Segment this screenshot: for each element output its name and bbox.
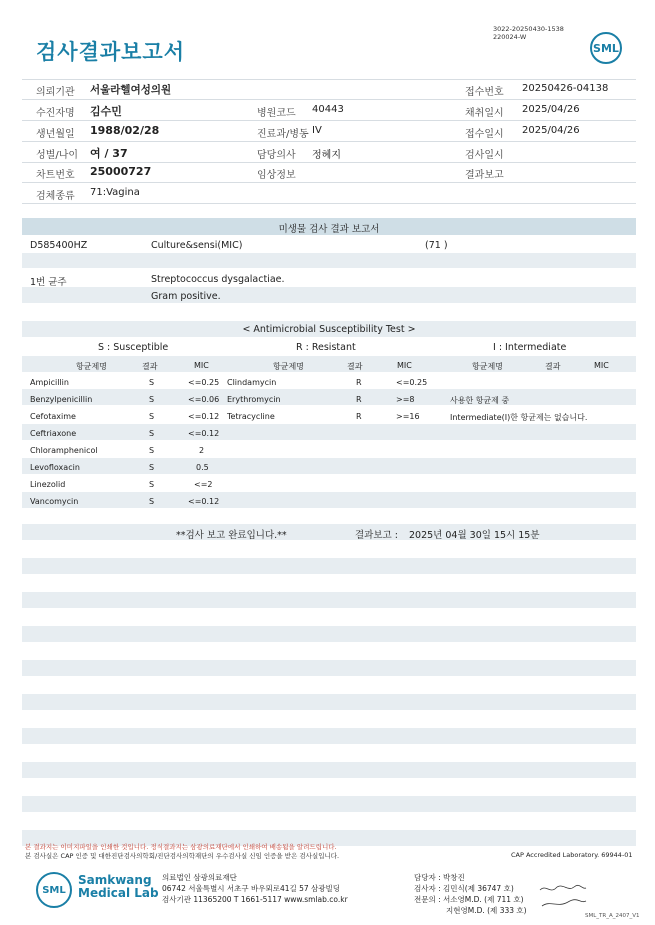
drug-name: Clindamycin — [227, 378, 277, 387]
col-result-header: 결과 — [347, 362, 363, 371]
patient-value: 김수민 — [90, 105, 122, 118]
divider — [22, 99, 636, 100]
drug-name: Benzylpenicillin — [30, 395, 93, 404]
organism-label: 1번 균주 — [30, 277, 67, 288]
staff-label: 검사자 : — [414, 884, 441, 893]
staff-value: 김민식(제 36747 호) — [443, 884, 514, 893]
clinical-label: 임상정보 — [257, 170, 296, 181]
drug-mic: <=0.25 — [188, 378, 220, 387]
drug-name: Levofloxacin — [30, 463, 80, 472]
footer-logo-text: SML — [42, 884, 66, 896]
sex-age-value: 여 / 37 — [90, 147, 128, 160]
drug-result: R — [356, 378, 362, 387]
staff-label: 전문의 : — [414, 895, 441, 904]
collect-date-value: 2025/04/26 — [522, 104, 580, 115]
staff-value: 지현영M.D. (제 333 호) — [446, 906, 527, 915]
sex-age-label: 성별/나이 — [36, 150, 79, 161]
completion-row — [22, 524, 636, 540]
drug-result: S — [149, 395, 155, 404]
birth-label: 생년월일 — [36, 129, 75, 140]
empty-row — [22, 592, 636, 608]
staff-value: 서소영M.D. (제 711 호) — [443, 895, 524, 904]
staff-value: 박창진 — [443, 873, 465, 882]
staff-label: 담당자 : — [414, 873, 441, 882]
empty-row — [22, 762, 636, 778]
test-name: Culture&sensi(MIC) — [151, 240, 243, 251]
col-drug-header: 항균제명 — [76, 362, 107, 371]
receipt-no-value: 20250426-04138 — [522, 83, 609, 94]
organism-name: Streptococcus dysgalactiae. — [151, 274, 285, 285]
drug-result: S — [149, 412, 155, 421]
collect-date-label: 채취일시 — [465, 108, 504, 119]
divider — [22, 79, 636, 80]
col-drug-header: 항균제명 — [273, 362, 304, 371]
drug-name: Chloramphenicol — [30, 446, 98, 455]
receipt-date-value: 2025/04/26 — [522, 125, 580, 136]
dept-value: IV — [312, 125, 322, 136]
document-code-line2: 220024-W — [493, 33, 527, 41]
document-code — [493, 25, 564, 41]
col-result-header: 결과 — [545, 362, 561, 371]
drug-result: S — [149, 446, 155, 455]
specimen-label: 검체종류 — [36, 191, 75, 202]
legend-intermediate: I : Intermediate — [493, 342, 567, 353]
col-mic-header: MIC — [594, 361, 609, 370]
drug-result: R — [356, 412, 362, 421]
test-number: (71 ) — [425, 240, 448, 251]
drug-result: S — [149, 480, 155, 489]
empty-row — [22, 728, 636, 744]
hospital-code-label: 병원코드 — [257, 108, 296, 119]
chart-value: 25000727 — [90, 165, 152, 178]
logo-text: SML — [593, 41, 619, 55]
drug-name: Ampicillin — [30, 378, 69, 387]
foundation-contact: 검사기관 11365200 T 1661-5117 www.smlab.co.kr — [162, 895, 348, 904]
result-report-label: 결과보고 — [465, 170, 504, 181]
drug-mic: <=2 — [194, 480, 213, 489]
micro-section-title: 미생물 검사 결과 보고서 — [278, 224, 380, 235]
band-row — [22, 389, 636, 405]
band-row — [22, 492, 636, 508]
ast-title: < Antimicrobial Susceptibility Test > — [242, 324, 416, 335]
completion-text: **검사 보고 완료입니다.** — [176, 530, 287, 541]
test-code: D585400HZ — [30, 240, 88, 251]
drug-result: R — [356, 395, 362, 404]
divider — [22, 203, 636, 204]
empty-row — [22, 796, 636, 812]
foundation-info — [162, 872, 348, 905]
col-drug-header: 항균제명 — [472, 362, 503, 371]
receipt-no-label: 접수번호 — [465, 87, 504, 98]
institution-value: 서울라헬여성의원 — [90, 84, 172, 96]
accreditation-note: 본 검사실은 CAP 인증 및 대한진단검사의학회/진단검사의학재단의 우수검사실 신임 인증을 받은 검사실입니다. — [25, 852, 340, 860]
doctor-value: 정혜지 — [312, 150, 341, 161]
drug-result: S — [149, 463, 155, 472]
empty-row — [22, 558, 636, 574]
doctor-label: 담당의사 — [257, 150, 296, 161]
chart-label: 차트번호 — [36, 170, 75, 181]
drug-name: Ceftriaxone — [30, 429, 77, 438]
image-print-warning: 본 결과지는 이미지파일을 인쇄한 것입니다. 정식결과지는 삼광의료재단에서 인쇄하여 배송됨을 알려드립니다. — [25, 843, 337, 851]
page-title: 검사결과보고서 — [36, 40, 186, 64]
divider — [22, 120, 636, 121]
brand-name — [78, 874, 159, 900]
drug-result: S — [149, 497, 155, 506]
ast-column-header-row — [22, 356, 636, 372]
dept-label: 진료과/병동 — [257, 129, 309, 140]
legend-susceptible: S : Susceptible — [98, 342, 169, 353]
divider — [22, 162, 636, 163]
band-row — [22, 458, 636, 474]
drug-mic: >=16 — [396, 412, 420, 421]
col-result-header: 결과 — [142, 362, 158, 371]
drug-result: S — [149, 378, 155, 387]
band-row — [22, 424, 636, 440]
col-mic-header: MIC — [194, 361, 209, 370]
cap-accreditation: CAP Accredited Laboratory. 69944-01 — [511, 851, 633, 859]
drug-name: Tetracycline — [227, 412, 275, 421]
drug-name: Cefotaxime — [30, 412, 76, 421]
legend-resistant: R : Resistant — [296, 342, 356, 353]
brand-line2: Medical Lab — [78, 886, 159, 900]
empty-row — [22, 660, 636, 676]
drug-mic: <=0.12 — [188, 412, 220, 421]
foundation-name: 의료법인 삼광의료재단 — [162, 873, 237, 882]
birth-value: 1988/02/28 — [90, 124, 160, 137]
drug-name: Linezolid — [30, 480, 66, 489]
drug-name: Vancomycin — [30, 497, 79, 506]
drug-mic: <=0.12 — [188, 429, 220, 438]
report-time-label: 결과보고 : — [355, 530, 398, 541]
intermediate-note-line2: Intermediate(I)한 항균제는 없습니다. — [450, 413, 588, 422]
organism-gram: Gram positive. — [151, 291, 221, 302]
foundation-address: 06742 서울특별시 서초구 바우뫼로41길 57 삼광빌딩 — [162, 884, 341, 893]
empty-row — [22, 694, 636, 710]
drug-name: Erythromycin — [227, 395, 281, 404]
divider — [22, 182, 636, 183]
drug-mic: 0.5 — [196, 463, 209, 472]
empty-row — [22, 626, 636, 642]
band-row — [22, 253, 636, 268]
receipt-date-label: 접수일시 — [465, 129, 504, 140]
signature-icon — [538, 880, 588, 910]
drug-mic: >=8 — [396, 395, 415, 404]
report-time-value: 2025년 04월 30일 15시 15분 — [409, 530, 540, 541]
drug-result: S — [149, 429, 155, 438]
brand-line1: Samkwang — [78, 873, 152, 887]
band-row — [22, 287, 636, 303]
drug-mic: <=0.06 — [188, 395, 220, 404]
divider — [22, 141, 636, 142]
staff-info — [414, 872, 527, 916]
document-code-line1: 3022-20250430-1538 — [493, 25, 564, 33]
col-mic-header: MIC — [397, 361, 412, 370]
intermediate-note-line1: 사용한 항균제 중 — [450, 396, 510, 405]
patient-label: 수진자명 — [36, 108, 75, 119]
specimen-value: 71:Vagina — [90, 187, 140, 198]
hospital-code-value: 40443 — [312, 104, 344, 115]
drug-mic: <=0.25 — [396, 378, 428, 387]
institution-label: 의뢰기관 — [36, 87, 75, 98]
sml-logo — [590, 32, 622, 64]
form-code: SML_TR_A_2407_V1 — [585, 913, 640, 919]
exam-date-label: 검사일시 — [465, 150, 504, 161]
footer-logo — [36, 872, 72, 908]
drug-mic: 2 — [199, 446, 205, 455]
drug-mic: <=0.12 — [188, 497, 220, 506]
